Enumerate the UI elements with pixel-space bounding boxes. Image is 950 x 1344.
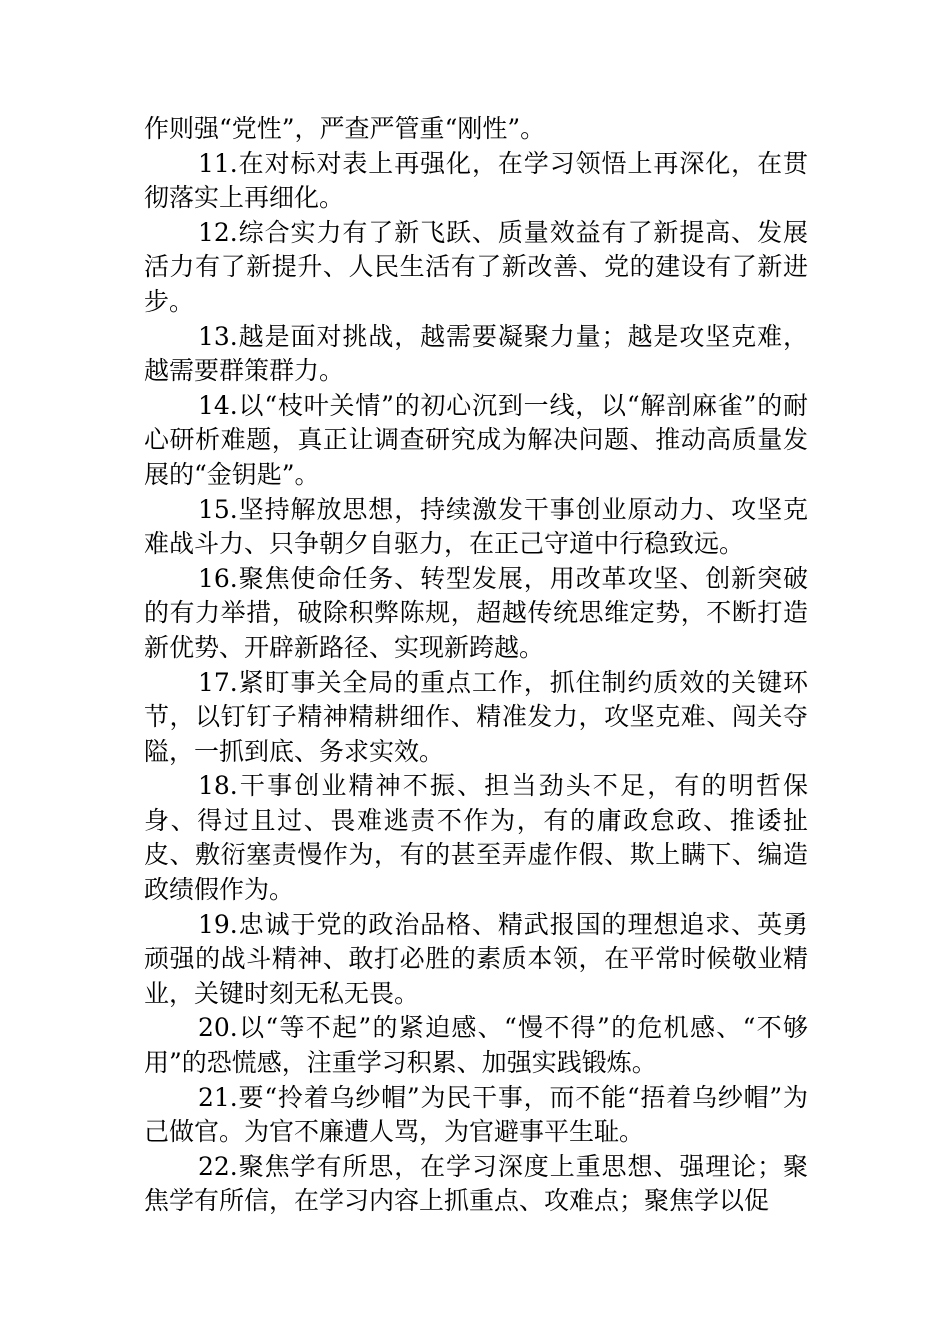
paragraph-21: 21.要“拎着乌纱帽”为民干事，而不能“捂着乌纱帽”为己做官。为官不廉遭人骂，为官避事平生耻。 <box>144 1082 808 1147</box>
paragraph-11: 11.在对标对表上再强化，在学习领悟上再深化，在贯彻落实上再细化。 <box>144 148 808 213</box>
paragraph-15: 15.坚持解放思想，持续激发干事创业原动力、攻坚克难战斗力、只争朝夕自驱力，在正己守道中行稳致远。 <box>144 494 808 559</box>
paragraph-20: 20.以“等不起”的紧迫感、“慢不得”的危机感、“不够用”的恐慌感，注重学习积累、加强实践锻炼。 <box>144 1013 808 1078</box>
paragraph-19: 19.忠诚于党的政治品格、精武报国的理想追求、英勇顽强的战斗精神、敢打必胜的素质本领，在平常时候敬业精业，关键时刻无私无畏。 <box>144 909 808 1008</box>
paragraph-continuation: 作则强“党性”，严查严管重“刚性”。 <box>144 114 546 143</box>
paragraph-12: 12.综合实力有了新飞跃、质量效益有了新提高、发展活力有了新提升、人民生活有了新改善、党的建设有了新进步。 <box>144 217 808 316</box>
paragraph-16: 16.聚焦使命任务、转型发展，用改革攻坚、创新突破的有力举措，破除积弊陈规，超越传统思维定势，不断打造新优势、开辟新路径、实现新跨越。 <box>144 563 808 662</box>
paragraph-13: 13.越是面对挑战，越需要凝聚力量；越是攻坚克难，越需要群策群力。 <box>144 321 808 386</box>
paragraph-18: 18.干事创业精神不振、担当劲头不足，有的明哲保身、得过且过、畏难逃责不作为，有的庸政怠政、推诿扯皮、敷衍塞责慢作为，有的甚至弄虚作假、欺上瞒下、编造政绩假作为。 <box>144 771 808 905</box>
paragraph-22: 22.聚焦学有所思，在学习深度上重思想、强理论；聚焦学有所信，在学习内容上抓重点、攻难点；聚焦学以促 <box>144 1151 808 1216</box>
paragraph-14: 14.以“枝叶关情”的初心沉到一线，以“解剖麻雀”的耐心研析难题，真正让调查研究成为解决问题、推动高质量发展的“金钥匙”。 <box>144 390 808 489</box>
paragraph-17: 17.紧盯事关全局的重点工作，抓住制约质效的关键环节，以钉钉子精神精耕细作、精准发力，攻坚克难、闯关夺隘，一抓到底、务求实效。 <box>144 667 808 766</box>
document-page <box>144 112 808 1219</box>
